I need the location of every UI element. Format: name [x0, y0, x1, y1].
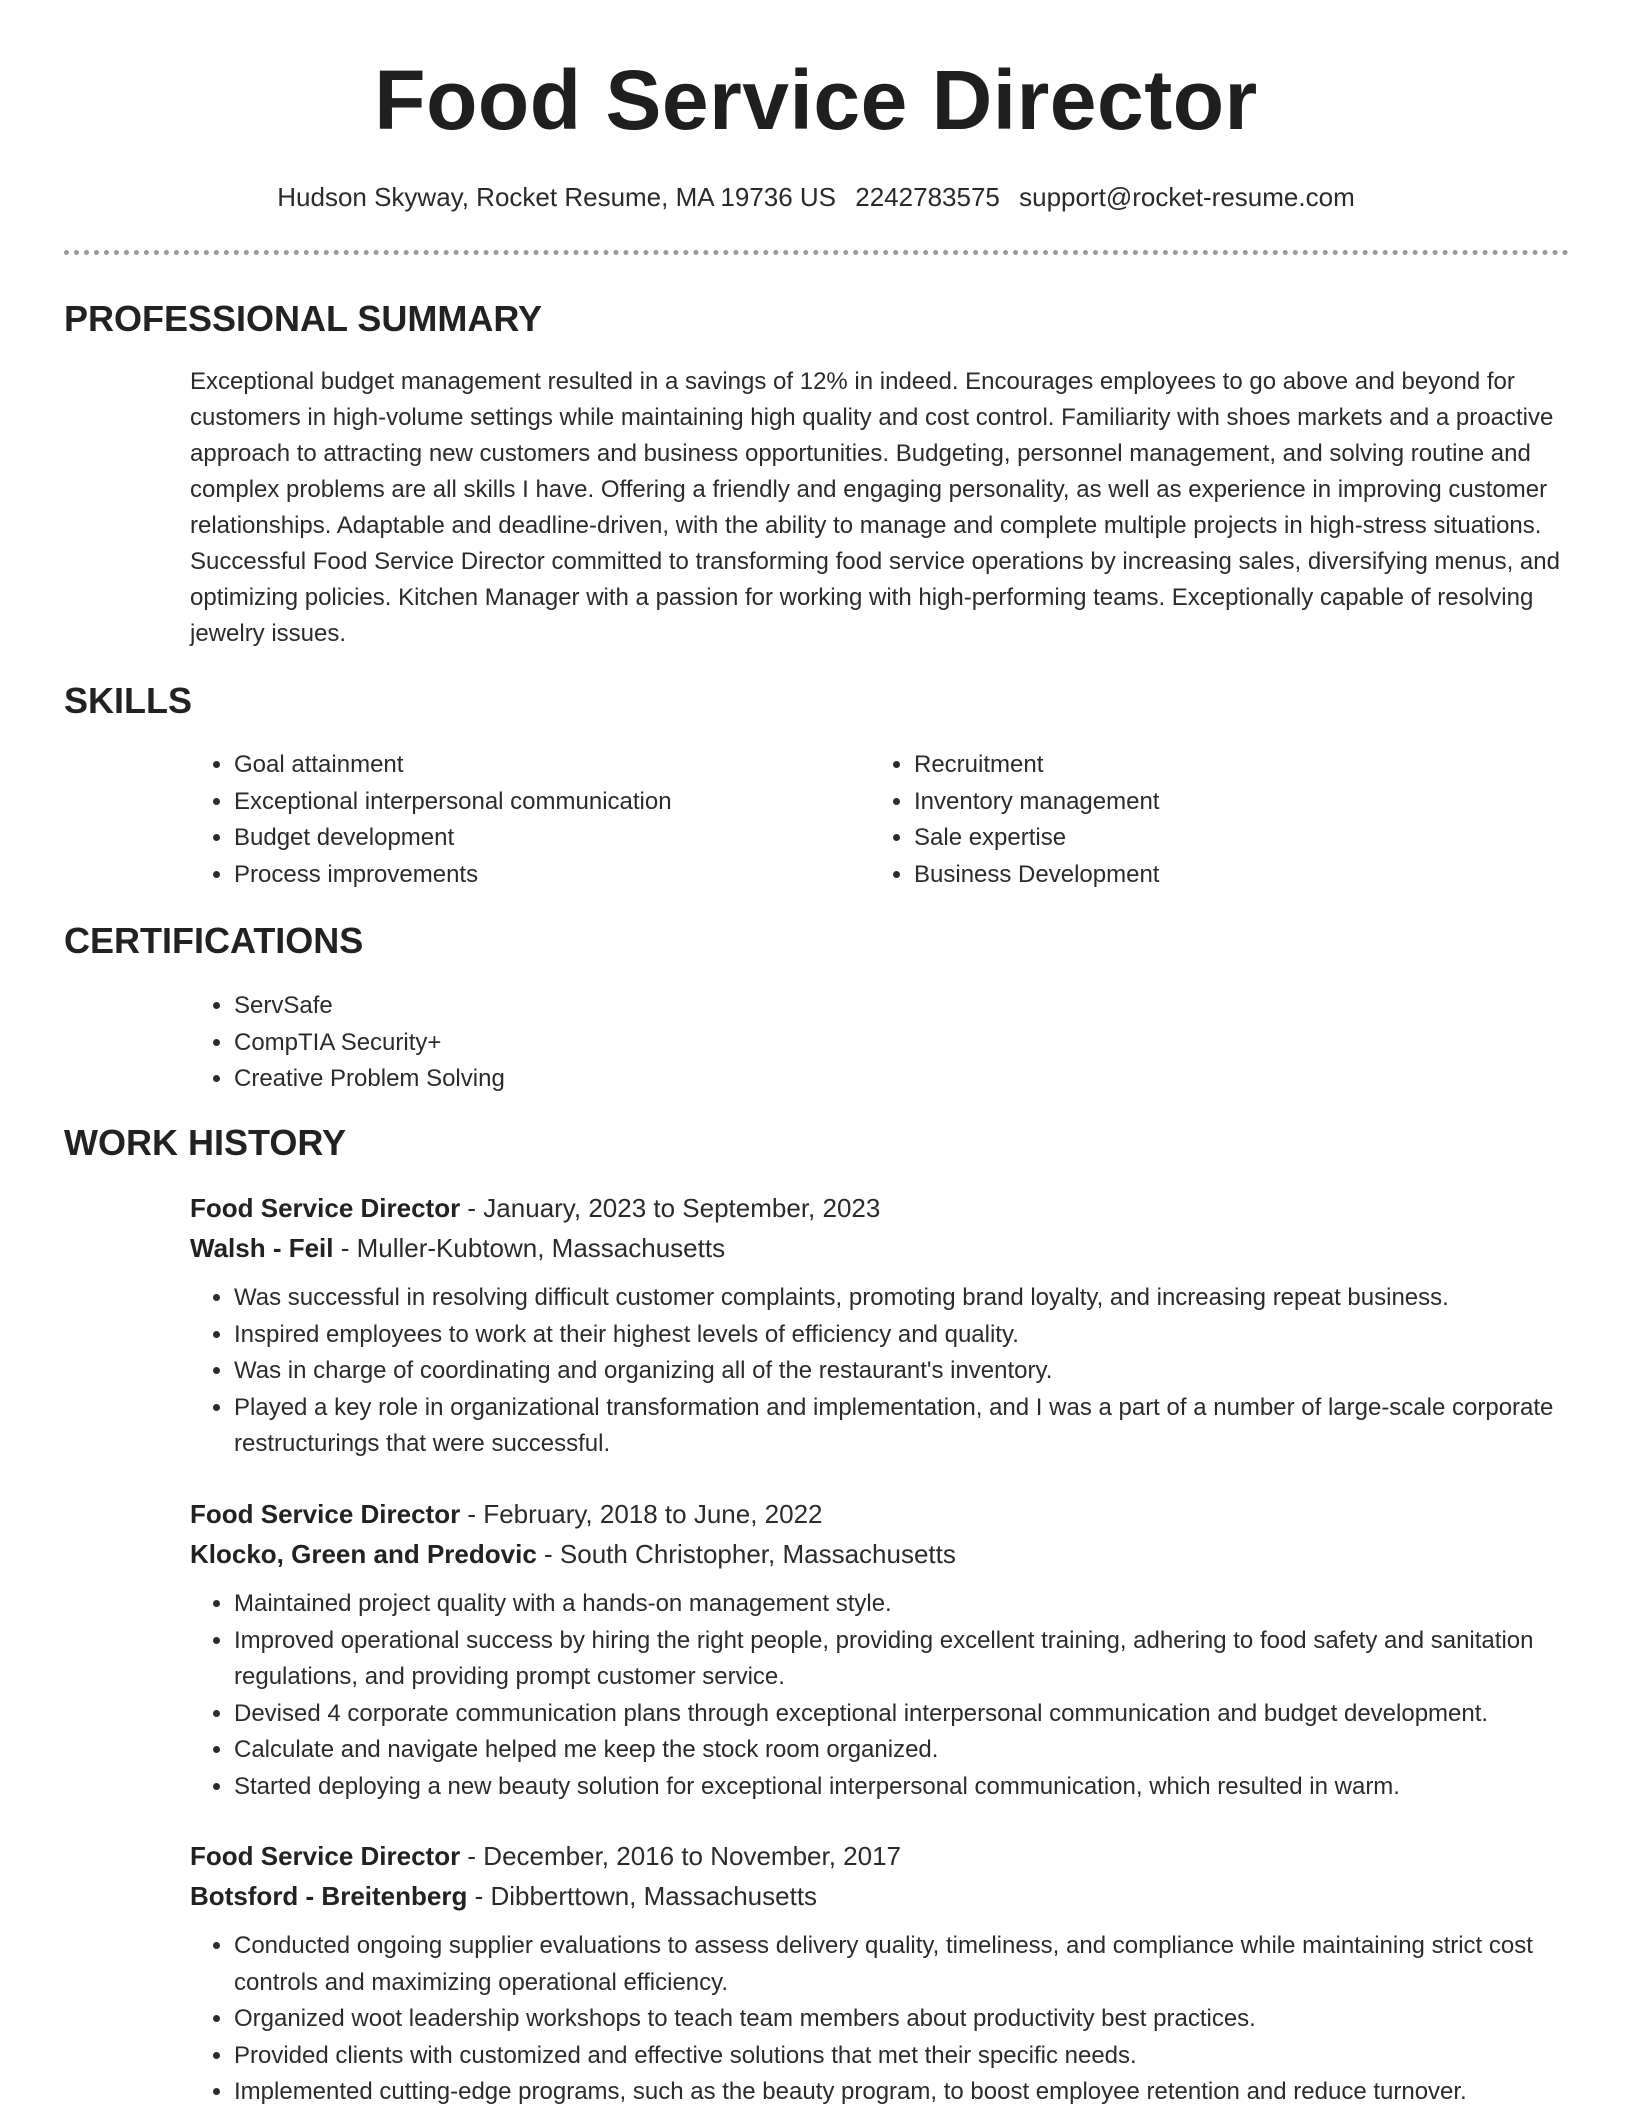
job-bullet: • Improved operational success by hiring the right people, providing excellent training, adhering to food safety and sanitation regulations, and providing prompt customer service.: [234, 1623, 1570, 1696]
job-bullet: • Inspired employees to work at their highest levels of efficiency and quality.: [234, 1317, 1570, 1354]
job-title: Food Service Director: [190, 1193, 461, 1223]
skill-item: • Business Development: [914, 857, 1510, 894]
contact-line: [0, 182, 1632, 213]
job-bullet: • Was successful in resolving difficult customer complaints, promoting brand loyalty, and increasing repeat business.: [234, 1280, 1570, 1317]
summary-text: Exceptional budget management resulted in a savings of 12% in indeed. Encourages employees to go above and beyond for customers in high-volume settings while maintaining high quality and cost control. Familiarity with shoes markets and a proactive approach to attracting new customers and business opportunities. Budgeting, personnel management, and solving routine and complex problems are all skills I have. Offering a friendly and engaging personality, as well as experience in improving customer relationships. Adaptable and deadline-driven, with the ability to manage and complete multiple projects in high-stress situations. Successful Food Service Director committed to transforming food service operations by increasing sales, diversifying menus, and optimizing policies. Kitchen Manager with a passion for working with high-performing teams. Exceptionally capable of resolving jewelry issues.: [190, 368, 1560, 647]
job-dates: - January, 2023 to September, 2023: [460, 1193, 881, 1223]
skill-item: • Goal attainment: [234, 747, 830, 784]
skills-right-column: [870, 747, 1510, 893]
job-company: Botsford - Breitenberg: [190, 1881, 468, 1911]
job-dates: - December, 2016 to November, 2017: [460, 1841, 902, 1871]
job-bullet: • Devised 4 corporate communication plans through exceptional interpersonal communication and budget development.: [234, 1696, 1570, 1733]
contact-address: Hudson Skyway, Rocket Resume, MA 19736 US: [277, 182, 837, 212]
certifications-list: [190, 988, 990, 1098]
job-company-line: [190, 1876, 1570, 1916]
job-bullet: • Played a key role in organizational transformation and implementation, and I was a part of a number of large-scale corporate restructurings that were successful.: [234, 1390, 1570, 1463]
skill-item: • Budget development: [234, 820, 830, 857]
job-title: Food Service Director: [190, 1841, 461, 1871]
job-bullet: • Implemented cutting-edge programs, such as the beauty program, to boost employee retention and reduce turnover.: [234, 2074, 1570, 2111]
skill-item: • Process improvements: [234, 857, 830, 894]
job-bullet: • Was in charge of coordinating and organizing all of the restaurant's inventory.: [234, 1353, 1570, 1390]
job-entry: [190, 1188, 1570, 1463]
job-company: Klocko, Green and Predovic: [190, 1539, 537, 1569]
job-location: - South Christopher, Massachusetts: [536, 1539, 956, 1569]
job-company: Walsh - Feil: [190, 1233, 334, 1263]
job-bullet: • Conducted ongoing supplier evaluations to assess delivery quality, timeliness, and compliance while maintaining strict cost controls and maximizing operational efficiency.: [234, 1928, 1570, 2001]
certification-item: • ServSafe: [234, 988, 990, 1025]
contact-email: support@rocket-resume.com: [1019, 182, 1355, 212]
job-title: Food Service Director: [190, 1499, 461, 1529]
job-dates: - February, 2018 to June, 2022: [460, 1499, 823, 1529]
summary-heading: PROFESSIONAL SUMMARY: [64, 298, 543, 339]
job-company-line: [190, 1534, 1570, 1574]
certification-item: • CompTIA Security+: [234, 1025, 990, 1062]
job-title-line: [190, 1188, 1570, 1228]
skill-item: • Exceptional interpersonal communication: [234, 784, 830, 821]
job-title-line: [190, 1836, 1570, 1876]
job-entry: [190, 1836, 1570, 2111]
job-location: - Dibberttown, Massachusetts: [467, 1881, 818, 1911]
skill-item: • Inventory management: [914, 784, 1510, 821]
contact-phone: 2242783575: [855, 182, 1000, 212]
certifications-heading: CERTIFICATIONS: [64, 920, 364, 961]
job-title-line: [190, 1494, 1570, 1534]
skills-heading: SKILLS: [64, 680, 193, 721]
job-bullet: • Started deploying a new beauty solution for exceptional interpersonal communication, which resulted in warm.: [234, 1769, 1570, 1806]
job-bullet: • Maintained project quality with a hands-on management style.: [234, 1586, 1570, 1623]
skill-item: • Recruitment: [914, 747, 1510, 784]
work-history-heading: WORK HISTORY: [64, 1122, 347, 1163]
job-bullet: • Provided clients with customized and effective solutions that met their specific needs.: [234, 2038, 1570, 2075]
resume-name: Food Service Director: [374, 53, 1258, 147]
job-location: - Muller-Kubtown, Massachusetts: [333, 1233, 726, 1263]
skill-item: • Sale expertise: [914, 820, 1510, 857]
certification-item: • Creative Problem Solving: [234, 1061, 990, 1098]
header-divider: [64, 250, 1569, 255]
job-bullet: • Calculate and navigate helped me keep the stock room organized.: [234, 1732, 1570, 1769]
job-bullet: • Organized woot leadership workshops to teach team members about productivity best practices.: [234, 2001, 1570, 2038]
job-company-line: [190, 1228, 1570, 1268]
job-entry: [190, 1494, 1570, 1805]
skills-left-column: [190, 747, 830, 893]
